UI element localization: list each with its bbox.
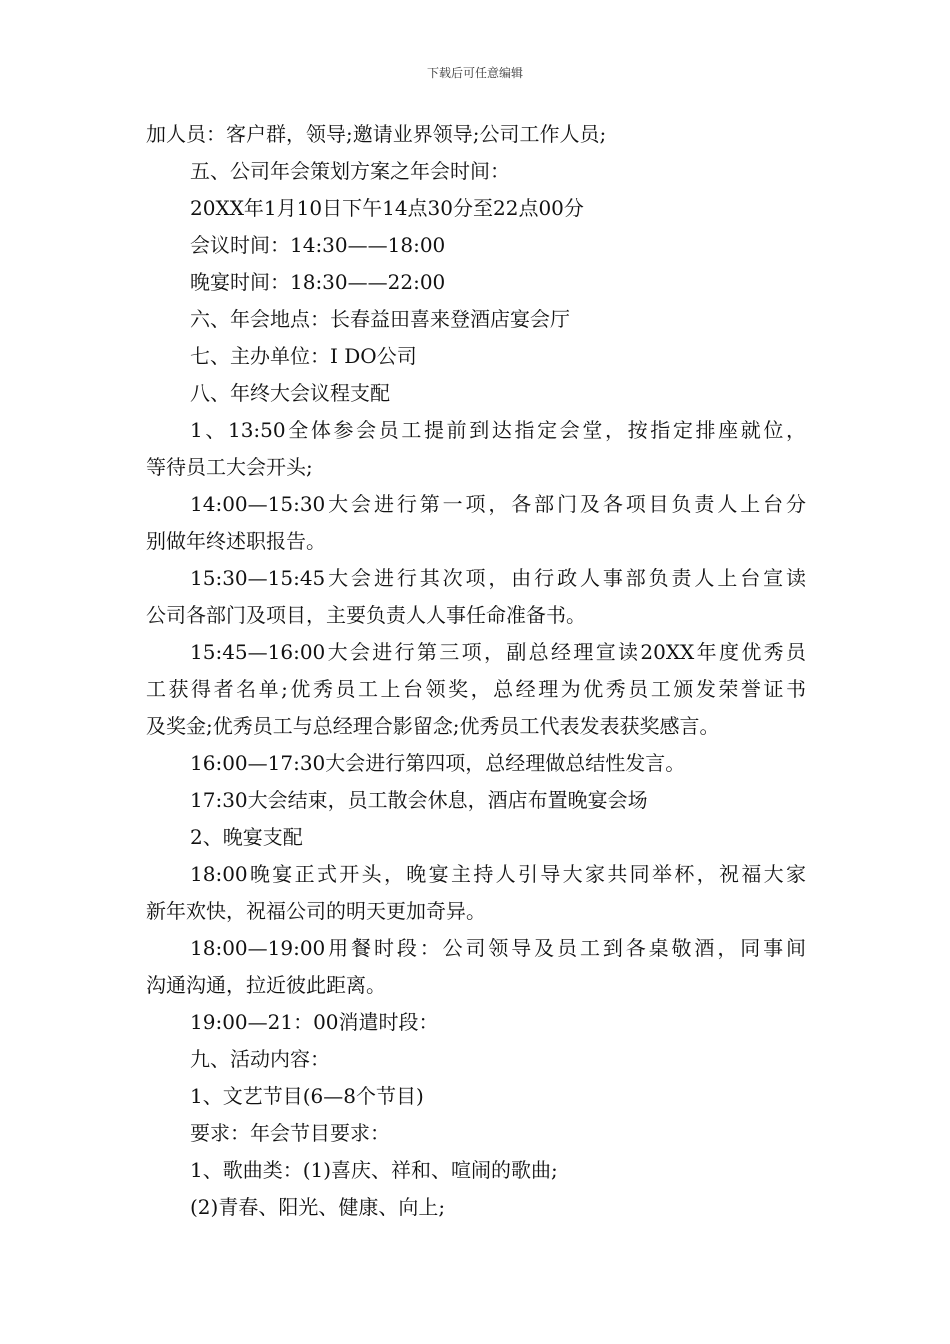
text-line: 七、主办单位：I DO公司 bbox=[190, 344, 417, 368]
text-line: 六、年会地点：长春益田喜来登酒店宴会厅 bbox=[190, 307, 570, 331]
text-line: 公司各部门及项目，主要负责人人事任命准备书。 bbox=[146, 603, 586, 627]
text-line: 16:00—17:30大会进行第四项，总经理做总结性发言。 bbox=[190, 751, 686, 775]
text-line: 2、晚宴支配 bbox=[190, 825, 303, 849]
text-line: 14:00—15:30大会进行第一项，各部门及各项目负责人上台分 bbox=[190, 492, 806, 516]
text-line: 19:00—21：00消遣时段： bbox=[190, 1010, 439, 1034]
text-line: 15:45—16:00大会进行第三项，副总经理宣读20XX年度优秀员 bbox=[190, 640, 806, 664]
text-line: 要求：年会节目要求： bbox=[190, 1121, 390, 1145]
text-line: 九、活动内容： bbox=[190, 1047, 330, 1071]
text-line: 及奖金;优秀员工与总经理合影留念;优秀员工代表发表获奖感言。 bbox=[146, 714, 720, 738]
text-line: 1、13:50全体参会员工提前到达指定会堂，按指定排座就位， bbox=[190, 418, 806, 442]
text-line: (2)青春、阳光、健康、向上; bbox=[190, 1195, 446, 1219]
text-line: 18:00晚宴正式开头，晚宴主持人引导大家共同举杯，祝福大家 bbox=[190, 862, 806, 886]
text-line: 17:30大会结束，员工散会休息，酒店布置晚宴会场 bbox=[190, 788, 648, 812]
text-line: 等待员工大会开头; bbox=[146, 455, 313, 479]
text-line: 会议时间：14:30——18:00 bbox=[190, 233, 446, 257]
page-header: 下载后可任意编辑 bbox=[426, 66, 523, 80]
text-line: 18:00—19:00用餐时段：公司领导及员工到各桌敬酒，同事间 bbox=[190, 936, 806, 960]
text-line: 1、文艺节目(6—8个节目) bbox=[190, 1084, 424, 1108]
text-line: 加人员：客户群，领导;邀请业界领导;公司工作人员; bbox=[146, 122, 607, 146]
text-line: 别做年终述职报告。 bbox=[146, 529, 326, 553]
text-line: 五、公司年会策划方案之年会时间： bbox=[190, 159, 510, 183]
text-line: 1、歌曲类：(1)喜庆、祥和、喧闹的歌曲; bbox=[190, 1158, 558, 1182]
text-line: 沟通沟通，拉近彼此距离。 bbox=[146, 973, 386, 997]
text-line: 八、年终大会议程支配 bbox=[190, 381, 390, 405]
text-line: 新年欢快，祝福公司的明天更加奇异。 bbox=[146, 899, 486, 923]
text-line: 15:30—15:45大会进行其次项，由行政人事部负责人上台宣读 bbox=[190, 566, 806, 590]
document-body bbox=[146, 116, 806, 1226]
text-line: 20XX年1月10日下午14点30分至22点00分 bbox=[190, 196, 584, 220]
text-line: 工获得者名单;优秀员工上台领奖，总经理为优秀员工颁发荣誉证书 bbox=[146, 677, 806, 701]
text-line: 晚宴时间：18:30——22:00 bbox=[190, 270, 446, 294]
